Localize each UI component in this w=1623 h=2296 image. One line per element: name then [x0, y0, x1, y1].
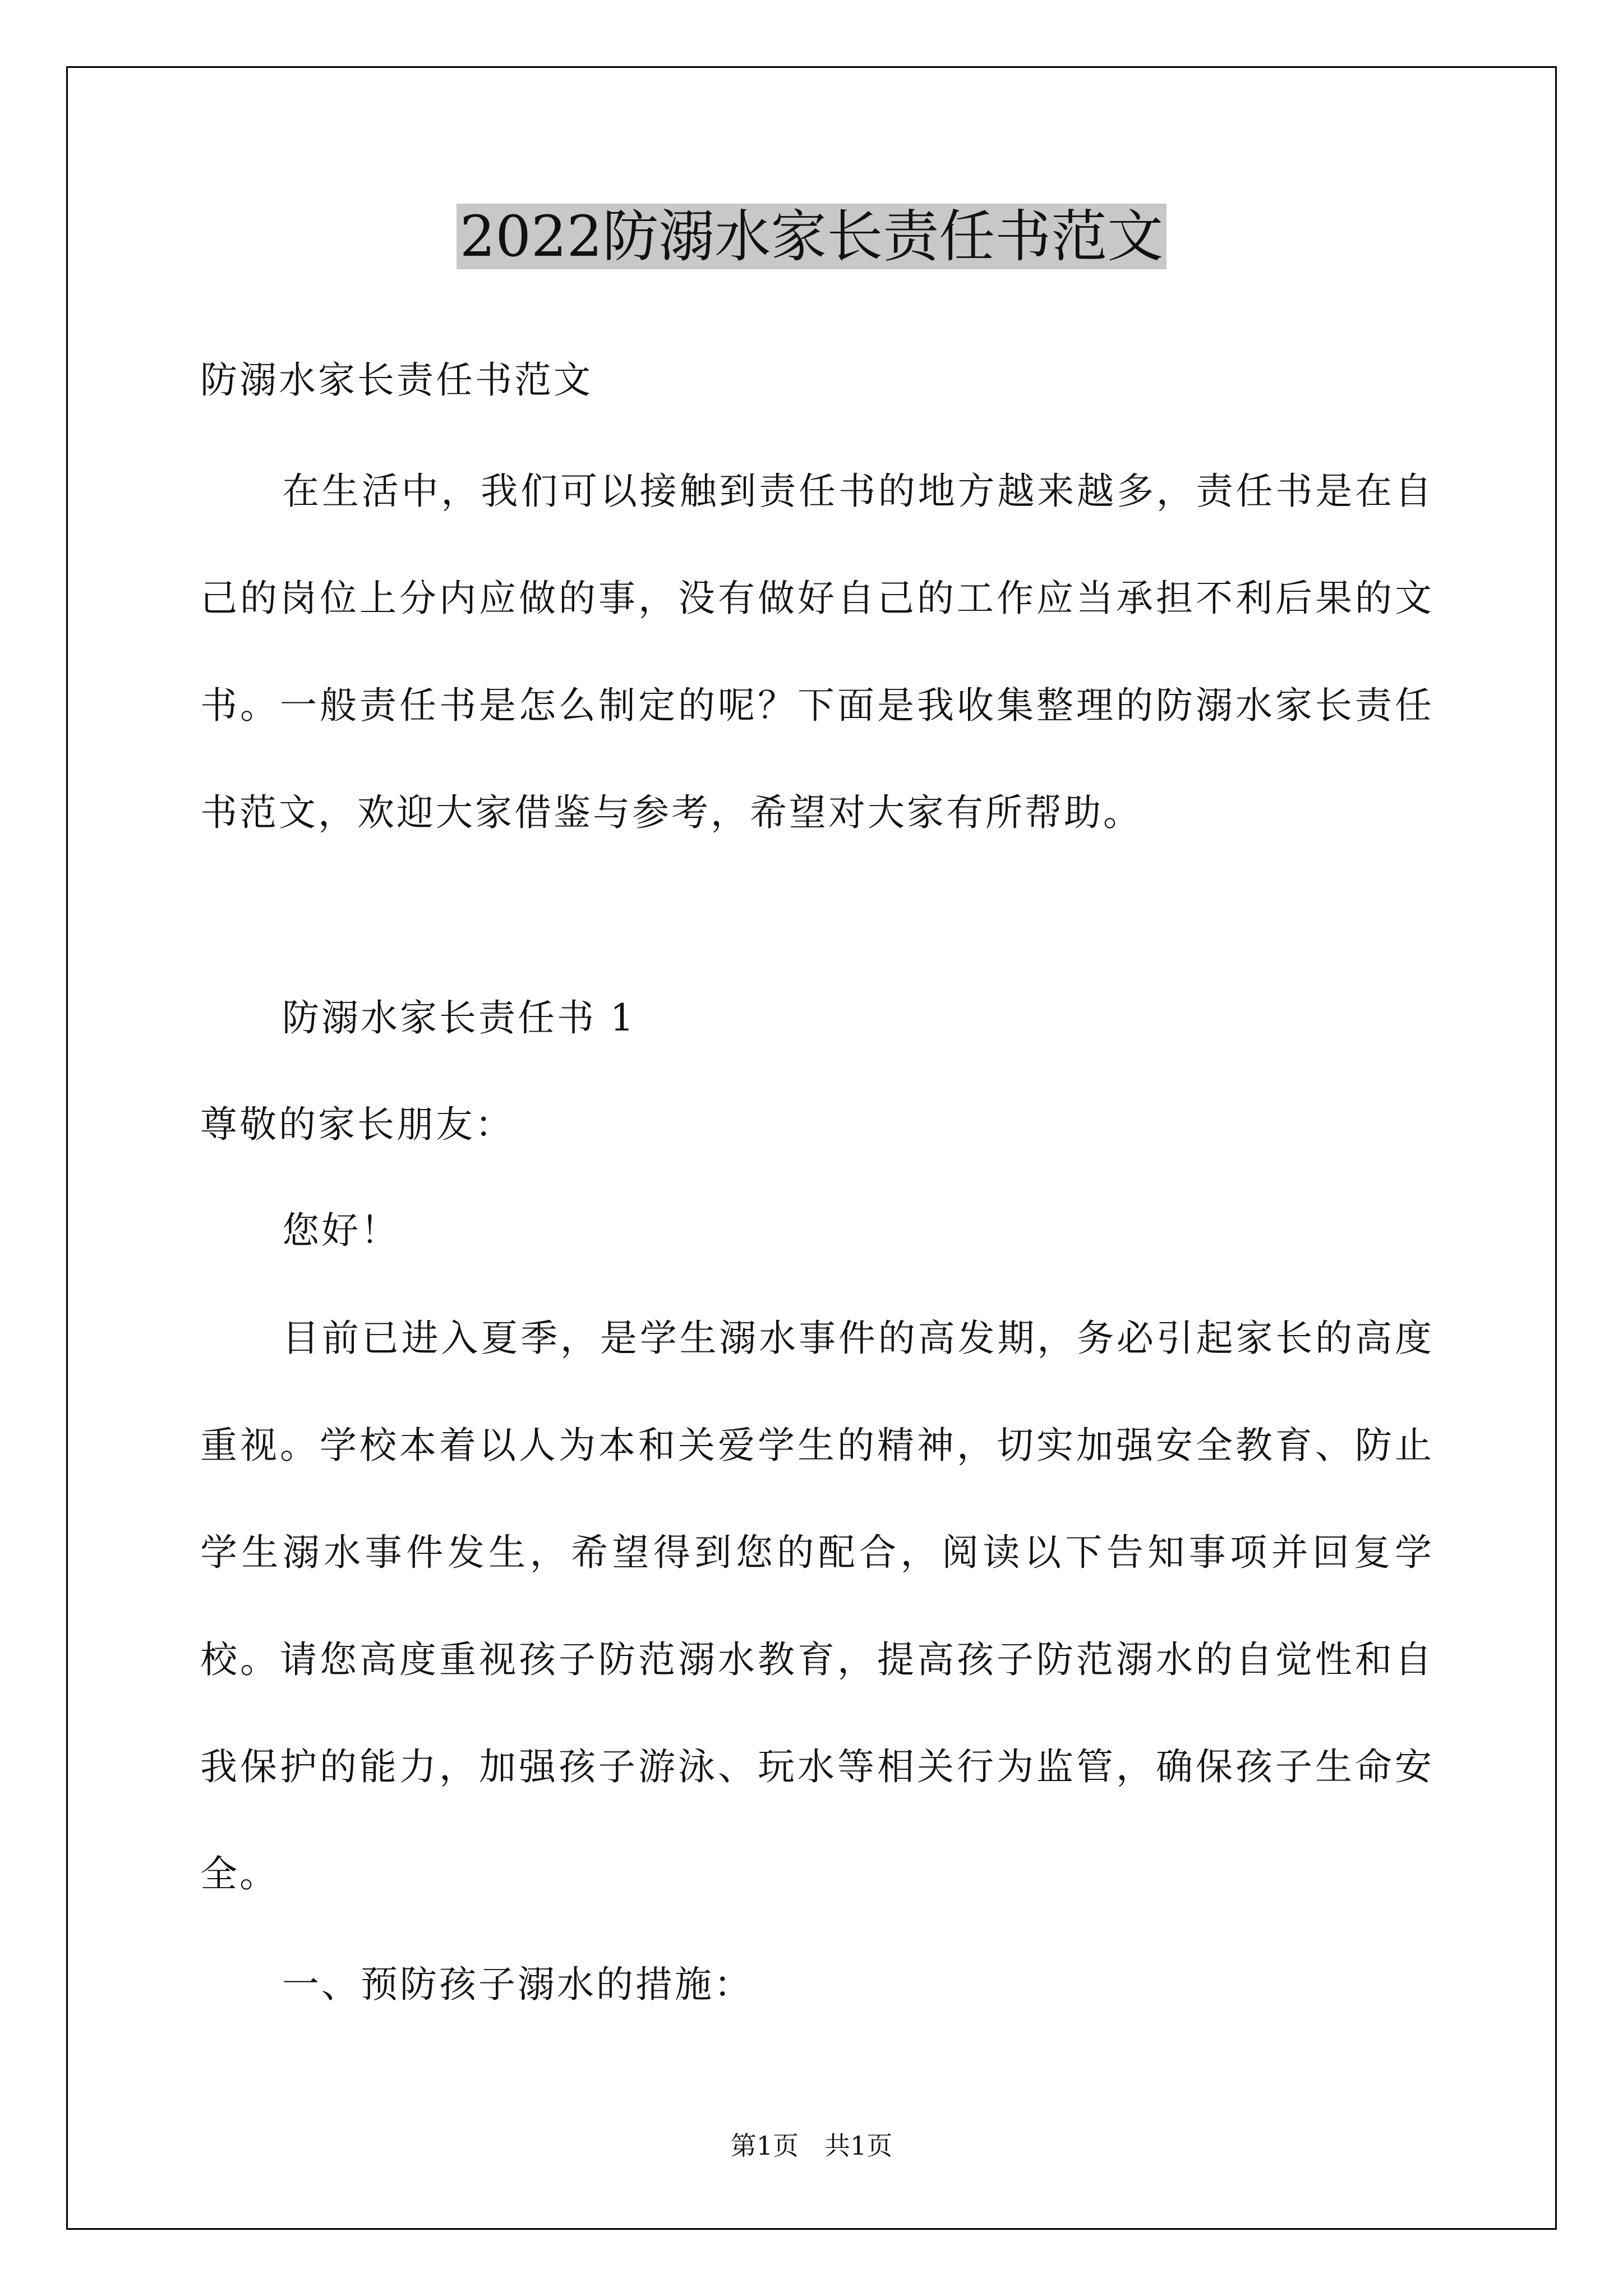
body-paragraph: 目前已进入夏季，是学生溺水事件的高发期，务必引起家长的高度重视。学校本着以人为本和关爱学生的精神，切实加强安全教育、防止学生溺水事件发生，希望得到您的配合，阅读以下告知事项并回复学校。请您高度重视孩子防范溺水教育，提高孩子防范溺水的自觉性和自我保护的能力，加强孩子游泳、玩水等相关行为监管，确保孩子生命安全。 — [200, 1317, 1434, 1895]
section-heading: 防溺水家长责任书 1 — [282, 996, 636, 1039]
salutation: 尊敬的家长朋友： — [200, 1103, 514, 1146]
document-subtitle: 防溺水家长责任书范文 — [200, 358, 593, 402]
document-title — [0, 197, 1623, 276]
greeting: 您好！ — [282, 1209, 400, 1252]
page-footer: 第1页 共1页 — [730, 2131, 893, 2161]
intro-paragraph: 在生活中，我们可以接触到责任书的地方越来越多，责任书是在自己的岗位上分内应做的事，没有做好自己的工作应当承担不利后果的文书。一般责任书是怎么制定的呢？下面是我收集整理的防溺水家长责任书范文，欢迎大家借鉴与参考，希望对大家有所帮助。 — [200, 470, 1434, 834]
title-text: 2022防溺水家长责任书范文 — [457, 204, 1167, 269]
list-heading: 一、预防孩子溺水的措施： — [282, 1963, 753, 2006]
